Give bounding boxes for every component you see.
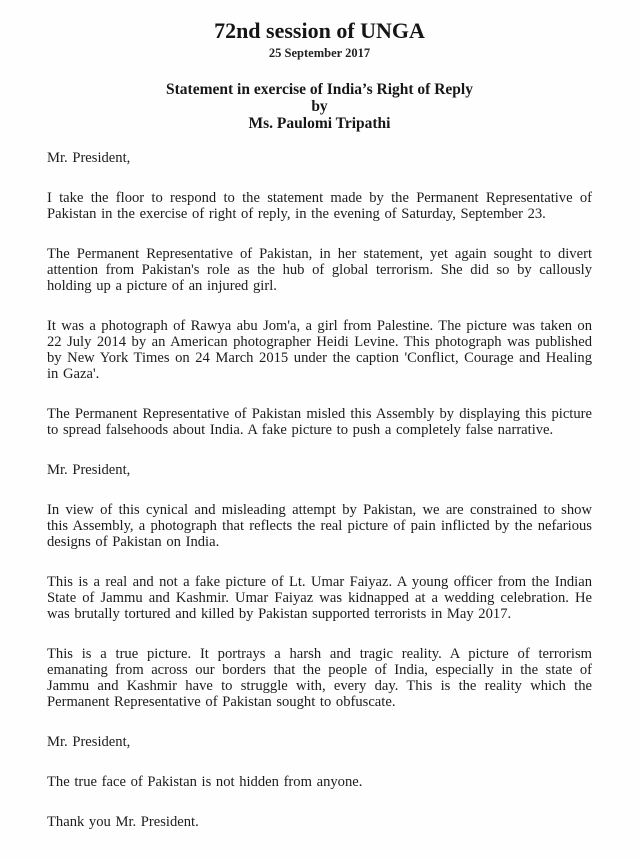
- closing: Thank you Mr. President.: [47, 814, 199, 830]
- subtitle-by-line: by: [311, 98, 328, 115]
- salutation: Mr. President,: [47, 734, 131, 750]
- paragraph: In view of this cynical and misleading attempt by Pakistan, we are constrained to show this Assembly, a photograph that reflects the real picture of pain inflicted by the nefarious designs of Pakistan on India.: [47, 502, 592, 550]
- salutation: Mr. President,: [47, 150, 131, 166]
- subtitle-statement-line: Statement in exercise of India’s Right of Reply: [166, 81, 473, 98]
- salutation: Mr. President,: [47, 462, 131, 478]
- subtitle-speaker-name: Ms. Paulomi Tripathi: [248, 115, 391, 132]
- paragraph: I take the floor to respond to the statement made by the Permanent Representative of Pakistan in the exercise of right of reply, in the evening of Saturday, September 23.: [47, 190, 592, 222]
- document-title: 72nd session of UNGA: [214, 18, 425, 43]
- paragraph: This is a true picture. It portrays a harsh and tragic reality. A picture of terrorism emanating from across our borders that the people of India, especially in the state of Jammu and Kashmir have to struggle with, every day. This is the reality which the Permanent Representative of Pakistan sought to obfuscate.: [47, 646, 592, 710]
- paragraph: The Permanent Representative of Pakistan, in her statement, yet again sought to divert attention from Pakistan's role as the hub of global terrorism. She did so by callously holding up a picture of an injured girl.: [47, 246, 592, 294]
- paragraph: This is a real and not a fake picture of Lt. Umar Faiyaz. A young officer from the Indian State of Jammu and Kashmir. Umar Faiyaz was kidnapped at a wedding celebration. He was brutally tortured and killed by Pakistan supported terrorists in May 2017.: [47, 574, 592, 622]
- document-date: 25 September 2017: [268, 46, 371, 60]
- paragraph: It was a photograph of Rawya abu Jom'a, a girl from Palestine. The picture was taken on 22 July 2014 by an American photographer Heidi Levine. This photograph was published by New York Times on 24 March 2015 under the caption 'Conflict, Courage and Healing in Gaza'.: [47, 318, 592, 382]
- document-subtitle: [47, 81, 592, 132]
- paragraph: The Permanent Representative of Pakistan misled this Assembly by displaying this picture to spread falsehoods about India. A fake picture to push a completely false narrative.: [47, 406, 592, 438]
- document-body: [47, 150, 592, 830]
- paragraph: The true face of Pakistan is not hidden from anyone.: [47, 774, 363, 790]
